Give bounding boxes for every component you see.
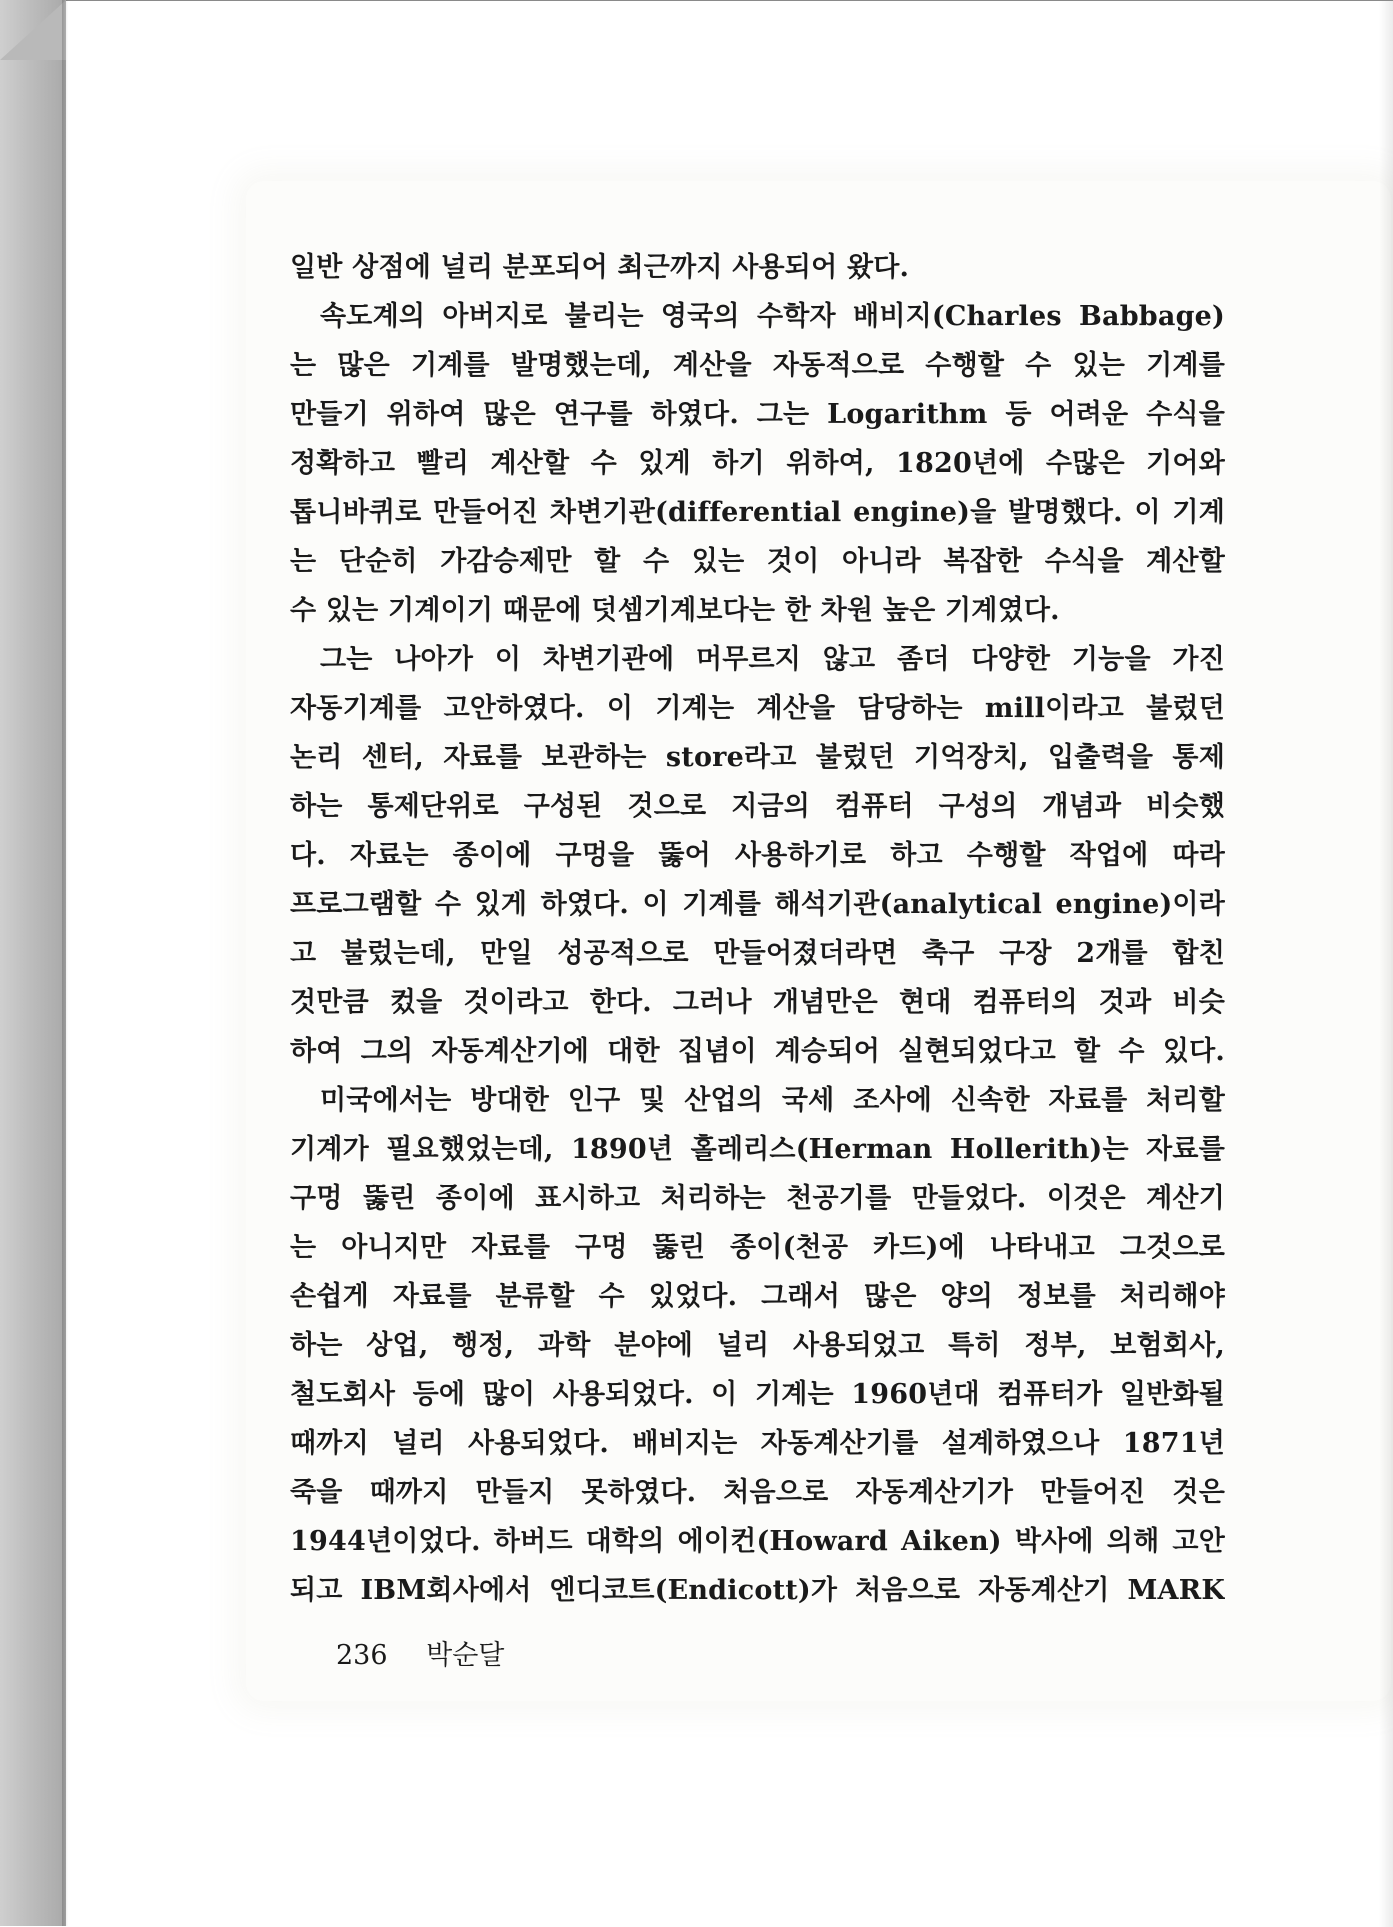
- text-line: 속도계의 아버지로 불리는 영국의 수학자 배비지(Charles Babbage): [320, 301, 1225, 332]
- body-text: [290, 243, 1225, 1615]
- text-line: 톱니바퀴로 만들어진 차변기관(differential engine)을 발명했다. 이 기계: [290, 497, 1225, 528]
- text-line: 미국에서는 방대한 인구 및 산업의 국세 조사에 신속한 자료를 처리할: [320, 1085, 1225, 1116]
- text-line: 구멍 뚫린 종이에 표시하고 처리하는 천공기를 만들었다. 이것은 계산기: [290, 1183, 1225, 1214]
- text-line: 철도회사 등에 많이 사용되었다. 이 기계는 1960년대 컴퓨터가 일반화될: [290, 1379, 1225, 1410]
- page-edge: [1379, 1, 1393, 1927]
- text-line: 수 있는 기계이기 때문에 덧셈기계보다는 한 차원 높은 기계였다.: [290, 595, 1060, 626]
- text-line: 되고 IBM회사에서 엔디코트(Endicott)가 처음으로 자동계산기 MARK: [290, 1575, 1225, 1606]
- text-line: 하는 상업, 행정, 과학 분야에 널리 사용되었고 특히 정부, 보험회사,: [290, 1330, 1225, 1361]
- text-line: 정확하고 빨리 계산할 수 있게 하기 위하여, 1820년에 수많은 기어와: [290, 448, 1225, 479]
- text-line: 때까지 널리 사용되었다. 배비지는 자동계산기를 설계하였으나 1871년: [290, 1428, 1225, 1459]
- text-line: 는 단순히 가감승제만 할 수 있는 것이 아니라 복잡한 수식을 계산할: [290, 546, 1225, 577]
- text-line: 것만큼 컸을 것이라고 한다. 그러나 개념만은 현대 컴퓨터의 것과 비슷: [290, 987, 1225, 1018]
- text-line: 하여 그의 자동계산기에 대한 집념이 계승되어 실현되었다고 할 수 있다.: [290, 1036, 1225, 1067]
- text-line: 일반 상점에 널리 분포되어 최근까지 사용되어 왔다.: [290, 252, 910, 283]
- text-line: 죽을 때까지 만들지 못하였다. 처음으로 자동계산기가 만들어진 것은: [290, 1477, 1225, 1508]
- text-line: 하는 통제단위로 구성된 것으로 지금의 컴퓨터 구성의 개념과 비슷했: [290, 791, 1225, 822]
- spine-shadow: [62, 0, 68, 1926]
- book-spine-top: [0, 0, 66, 60]
- text-line: 손쉽게 자료를 분류할 수 있었다. 그래서 많은 양의 정보를 처리해야: [290, 1281, 1225, 1312]
- text-line: 는 아니지만 자료를 구멍 뚫린 종이(천공 카드)에 나타내고 그것으로: [290, 1232, 1225, 1263]
- text-line: 만들기 위하여 많은 연구를 하였다. 그는 Logarithm 등 어려운 수식을: [290, 399, 1225, 430]
- text-line: 기계가 필요했었는데, 1890년 홀레리스(Herman Hollerith)는 자료를: [290, 1134, 1225, 1165]
- text-line: 1944년이었다. 하버드 대학의 에이컨(Howard Aiken) 박사에 의해 고안: [290, 1526, 1225, 1557]
- text-line: 프로그램할 수 있게 하였다. 이 기계를 해석기관(analytical engine)이라: [290, 889, 1225, 920]
- text-line: 그는 나아가 이 차변기관에 머무르지 않고 좀더 다양한 기능을 가진: [320, 644, 1225, 675]
- text-line: 논리 센터, 자료를 보관하는 store라고 불렀던 기억장치, 입출력을 통제: [290, 742, 1225, 773]
- page-footer: [336, 1633, 504, 1672]
- book-spine: [0, 0, 66, 1926]
- text-line: 고 불렀는데, 만일 성공적으로 만들어졌더라면 축구 구장 2개를 합친: [290, 938, 1225, 969]
- page-number: 236: [336, 1640, 388, 1671]
- text-line: 는 많은 기계를 발명했는데, 계산을 자동적으로 수행할 수 있는 기계를: [290, 350, 1225, 381]
- author-name: 박순달: [426, 1640, 505, 1671]
- text-line: 자동기계를 고안하였다. 이 기계는 계산을 담당하는 mill이라고 불렀던: [290, 693, 1225, 724]
- text-line: 다. 자료는 종이에 구멍을 뚫어 사용하기로 하고 수행할 작업에 따라: [290, 840, 1225, 871]
